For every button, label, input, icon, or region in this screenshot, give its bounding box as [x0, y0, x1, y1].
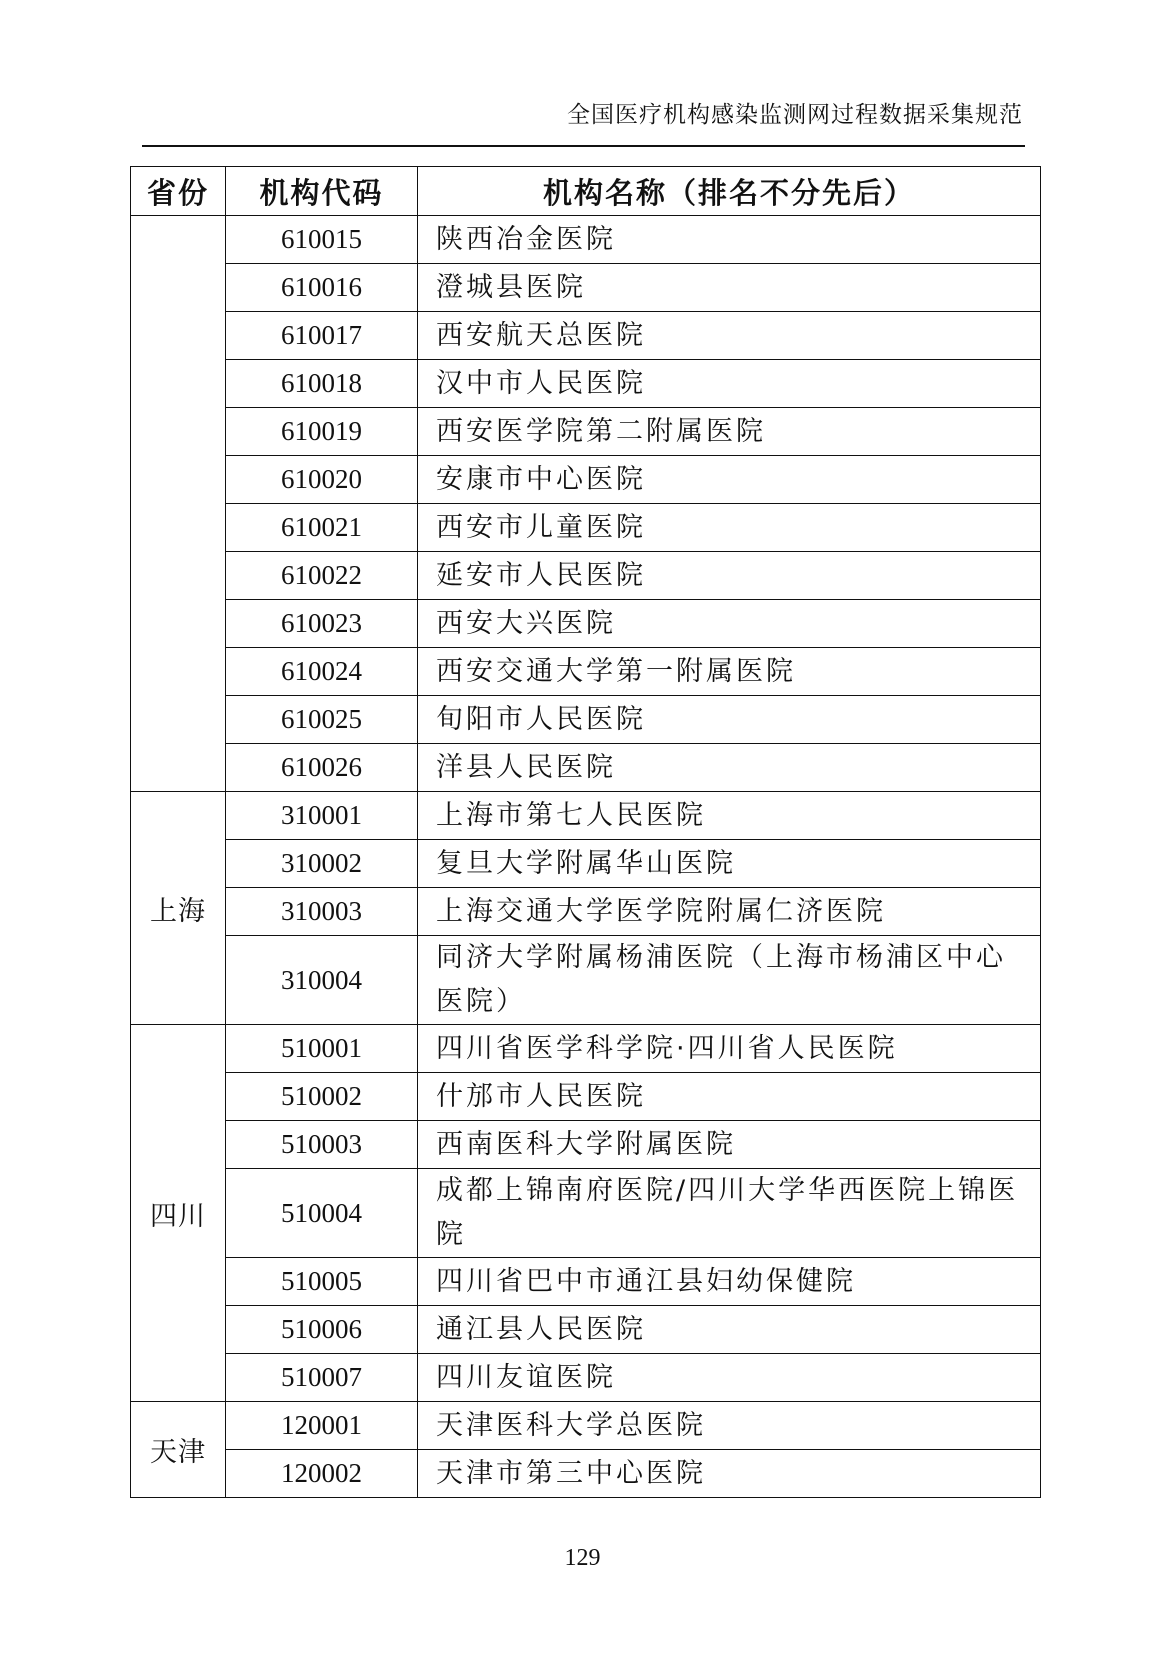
- institution-name-cell: 陕西冶金医院: [418, 216, 1041, 264]
- institution-code-cell: 510003: [226, 1121, 418, 1169]
- table-row: [131, 1025, 1041, 1073]
- institution-code-cell: 510007: [226, 1354, 418, 1402]
- table-row: [131, 648, 1041, 696]
- column-header-province: 省份: [131, 167, 226, 216]
- institution-name-cell: 四川省巴中市通江县妇幼保健院: [418, 1258, 1041, 1306]
- institution-code-cell: 120002: [226, 1450, 418, 1498]
- institution-name-cell: 西安交通大学第一附属医院: [418, 648, 1041, 696]
- institution-code-cell: 510002: [226, 1073, 418, 1121]
- institution-name-cell: 西安市儿童医院: [418, 504, 1041, 552]
- institution-name-cell: 洋县人民医院: [418, 744, 1041, 792]
- table-row: [131, 1402, 1041, 1450]
- institution-name-cell: 四川省医学科学院·四川省人民医院: [418, 1025, 1041, 1073]
- table-row: [131, 1354, 1041, 1402]
- institution-name-cell: 成都上锦南府医院/四川大学华西医院上锦医院: [418, 1169, 1041, 1258]
- institution-code-cell: 610025: [226, 696, 418, 744]
- table-row: [131, 360, 1041, 408]
- institution-code-cell: 610021: [226, 504, 418, 552]
- institution-name-cell: 延安市人民医院: [418, 552, 1041, 600]
- institution-code-cell: 610020: [226, 456, 418, 504]
- institution-code-cell: 310003: [226, 888, 418, 936]
- institution-name-cell: 西南医科大学附属医院: [418, 1121, 1041, 1169]
- institution-name-cell: 西安医学院第二附属医院: [418, 408, 1041, 456]
- institution-name-cell: 汉中市人民医院: [418, 360, 1041, 408]
- institution-name-cell: 同济大学附属杨浦医院（上海市杨浦区中心医院）: [418, 936, 1041, 1025]
- institution-code-cell: 610026: [226, 744, 418, 792]
- institution-code-cell: 610018: [226, 360, 418, 408]
- table-row: [131, 600, 1041, 648]
- table-row: [131, 408, 1041, 456]
- institution-code-cell: 510006: [226, 1306, 418, 1354]
- institution-code-cell: 310002: [226, 840, 418, 888]
- institution-name-cell: 上海交通大学医学院附属仁济医院: [418, 888, 1041, 936]
- table-row: [131, 1450, 1041, 1498]
- table-row: [131, 1073, 1041, 1121]
- institution-code-cell: 510004: [226, 1169, 418, 1258]
- table-row: [131, 888, 1041, 936]
- table-body: [131, 216, 1041, 1498]
- institution-name-cell: 旬阳市人民医院: [418, 696, 1041, 744]
- province-cell: 天津: [131, 1402, 226, 1498]
- institution-code-cell: 610024: [226, 648, 418, 696]
- institution-code-cell: 310004: [226, 936, 418, 1025]
- table-row: [131, 1169, 1041, 1258]
- institution-code-cell: 120001: [226, 1402, 418, 1450]
- table-row: [131, 696, 1041, 744]
- table-row: [131, 1121, 1041, 1169]
- institution-code-cell: 610019: [226, 408, 418, 456]
- table-row: [131, 792, 1041, 840]
- table-row: [131, 552, 1041, 600]
- institution-name-cell: 西安航天总医院: [418, 312, 1041, 360]
- institution-name-cell: 天津医科大学总医院: [418, 1402, 1041, 1450]
- table-header-row: [131, 167, 1041, 216]
- header-divider: [142, 145, 1025, 147]
- institution-name-cell: 复旦大学附属华山医院: [418, 840, 1041, 888]
- institution-code-cell: 610017: [226, 312, 418, 360]
- table-row: [131, 1306, 1041, 1354]
- institution-name-cell: 四川友谊医院: [418, 1354, 1041, 1402]
- institution-name-cell: 澄城县医院: [418, 264, 1041, 312]
- institution-code-cell: 610016: [226, 264, 418, 312]
- institution-name-cell: 上海市第七人民医院: [418, 792, 1041, 840]
- institution-code-cell: 610023: [226, 600, 418, 648]
- column-header-code: 机构代码: [226, 167, 418, 216]
- table-row: [131, 312, 1041, 360]
- institution-code-cell: 610015: [226, 216, 418, 264]
- table-row: [131, 216, 1041, 264]
- institution-code-cell: 510005: [226, 1258, 418, 1306]
- institution-name-cell: 西安大兴医院: [418, 600, 1041, 648]
- province-cell: 四川: [131, 1025, 226, 1402]
- column-header-name: 机构名称（排名不分先后）: [418, 167, 1041, 216]
- page-number: 129: [564, 1545, 601, 1571]
- table-row: [131, 264, 1041, 312]
- table-row: [131, 840, 1041, 888]
- institution-name-cell: 什邡市人民医院: [418, 1073, 1041, 1121]
- province-cell: 上海: [131, 792, 226, 1025]
- institution-code-cell: 310001: [226, 792, 418, 840]
- institution-code-cell: 610022: [226, 552, 418, 600]
- institution-name-cell: 安康市中心医院: [418, 456, 1041, 504]
- institution-name-cell: 通江县人民医院: [418, 1306, 1041, 1354]
- table-row: [131, 744, 1041, 792]
- institution-name-cell: 天津市第三中心医院: [418, 1450, 1041, 1498]
- institution-table: [130, 166, 1041, 1498]
- table-row: [131, 1258, 1041, 1306]
- province-cell: [131, 216, 226, 792]
- institution-code-cell: 510001: [226, 1025, 418, 1073]
- table-row: [131, 504, 1041, 552]
- running-header: 全国医疗机构感染监测网过程数据采集规范: [567, 102, 1023, 128]
- table-row: [131, 456, 1041, 504]
- table-row: [131, 936, 1041, 1025]
